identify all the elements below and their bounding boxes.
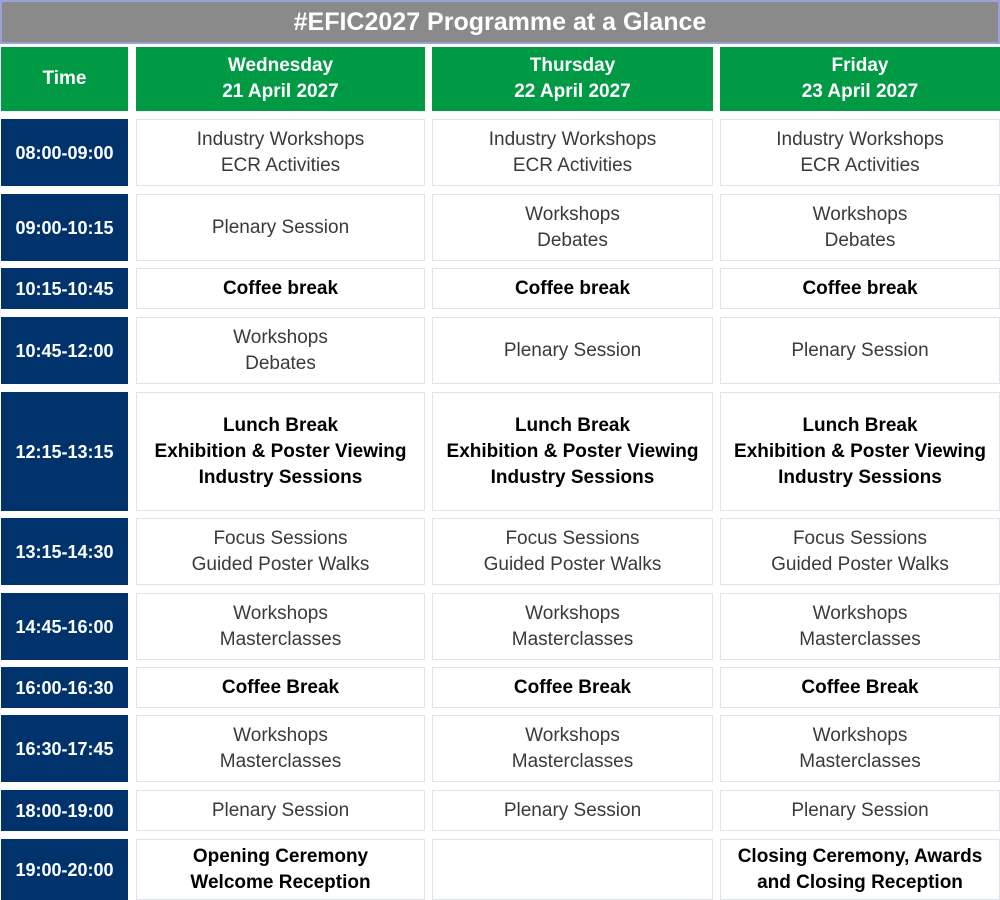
session-line: Masterclasses	[511, 628, 634, 650]
session-line: Exhibition & Poster Viewing	[734, 440, 986, 462]
session-line: Plenary Session	[791, 339, 929, 361]
session-line: Focus Sessions	[792, 527, 928, 549]
session-cell	[720, 317, 1000, 384]
session-line: Masterclasses	[799, 750, 921, 772]
session-cell	[720, 593, 1000, 660]
session-cell	[432, 839, 713, 900]
session-cell	[720, 790, 1000, 831]
session-line: Guided Poster Walks	[191, 553, 370, 575]
session-cell	[432, 194, 713, 261]
session-line: Masterclasses	[219, 750, 342, 772]
time-slot-label: 10:15-10:45	[15, 278, 114, 299]
session-line: Industry Sessions	[198, 466, 363, 488]
session-line: Coffee break	[222, 277, 339, 299]
session-line: Workshops	[525, 724, 620, 746]
header-time	[1, 47, 128, 111]
session-line: Coffee Break	[801, 676, 919, 698]
session-line: Focus Sessions	[213, 527, 348, 549]
session-line: Workshops	[525, 602, 620, 624]
session-line: Lunch Break	[802, 414, 918, 436]
session-cell	[136, 790, 425, 831]
session-line: Opening Ceremony	[192, 845, 369, 867]
session-line: Workshops	[233, 724, 328, 746]
header-day-friday	[720, 47, 1000, 111]
session-cell	[432, 593, 713, 660]
session-line: Workshops	[233, 326, 328, 348]
session-line: Guided Poster Walks	[771, 553, 949, 575]
time-slot	[1, 392, 128, 511]
session-line: Workshops	[233, 602, 328, 624]
session-line: Plenary Session	[211, 216, 350, 238]
time-slot-label: 14:45-16:00	[15, 616, 114, 637]
time-slot	[1, 593, 128, 660]
session-cell	[720, 667, 1000, 708]
session-line: Workshops	[525, 203, 620, 225]
session-cell	[136, 194, 425, 261]
session-cell	[136, 715, 425, 782]
time-slot-label: 16:30-17:45	[15, 738, 114, 759]
session-cell	[432, 317, 713, 384]
session-line: ECR Activities	[800, 154, 920, 176]
session-cell	[136, 317, 425, 384]
header-day-date: 22 April 2027	[514, 81, 631, 102]
session-cell	[720, 194, 1000, 261]
session-line: Masterclasses	[511, 750, 634, 772]
session-cell	[432, 268, 713, 309]
session-cell	[136, 839, 425, 900]
session-line: Industry Workshops	[196, 128, 365, 150]
session-line: Lunch Break	[222, 414, 339, 436]
session-line: Workshops	[812, 203, 908, 225]
time-slot-label: 19:00-20:00	[15, 859, 114, 880]
session-cell	[720, 119, 1000, 186]
session-line: Masterclasses	[219, 628, 342, 650]
session-line: Workshops	[812, 602, 908, 624]
time-slot-label: 08:00-09:00	[15, 142, 114, 163]
header-day-name: Friday	[831, 55, 889, 76]
session-cell	[432, 392, 713, 511]
time-slot	[1, 790, 128, 831]
session-cell	[136, 268, 425, 309]
session-line: ECR Activities	[220, 154, 341, 176]
session-cell	[720, 839, 1000, 900]
session-line: Industry Workshops	[776, 128, 944, 150]
session-line: Debates	[824, 229, 896, 251]
session-line: Exhibition & Poster Viewing	[154, 440, 407, 462]
time-slot-label: 10:45-12:00	[15, 340, 114, 361]
session-line: Coffee break	[802, 277, 918, 299]
header-day-thursday	[432, 47, 713, 111]
time-slot-label: 12:15-13:15	[15, 441, 114, 462]
session-line: Debates	[537, 229, 608, 251]
session-line: and Closing Reception	[757, 871, 963, 893]
session-cell	[136, 593, 425, 660]
session-cell	[432, 667, 713, 708]
session-cell	[432, 790, 713, 831]
time-slot	[1, 119, 128, 186]
time-slot	[1, 839, 128, 900]
time-slot	[1, 268, 128, 309]
session-cell	[720, 715, 1000, 782]
session-cell	[720, 518, 1000, 585]
session-line: Coffee break	[514, 277, 631, 299]
session-line: Exhibition & Poster Viewing	[446, 440, 699, 462]
session-cell	[136, 119, 425, 186]
session-line: Lunch Break	[514, 414, 631, 436]
session-line: Plenary Session	[503, 339, 642, 361]
time-slot-label: 09:00-10:15	[15, 217, 114, 238]
header-day-date: 21 April 2027	[222, 81, 339, 102]
session-line: Plenary Session	[503, 799, 642, 821]
session-cell	[720, 268, 1000, 309]
header-day-wednesday	[136, 47, 425, 111]
session-line: Industry Sessions	[778, 466, 942, 488]
session-line: Workshops	[812, 724, 908, 746]
session-line: Industry Sessions	[490, 466, 655, 488]
time-slot	[1, 194, 128, 261]
header-time-label: Time	[42, 68, 87, 89]
header-day-name: Thursday	[529, 55, 616, 76]
time-slot-label: 16:00-16:30	[15, 677, 114, 698]
session-cell	[432, 518, 713, 585]
time-slot-label: 13:15-14:30	[15, 541, 114, 562]
time-slot	[1, 317, 128, 384]
session-line: Coffee Break	[513, 676, 632, 698]
time-slot	[1, 518, 128, 585]
session-cell	[432, 715, 713, 782]
session-cell	[136, 392, 425, 511]
session-cell	[720, 392, 1000, 511]
session-line: Plenary Session	[791, 799, 929, 821]
session-line: Focus Sessions	[505, 527, 640, 549]
session-cell	[432, 119, 713, 186]
page-title: #EFIC2027 Programme at a Glance	[0, 0, 1000, 44]
session-line: Industry Workshops	[488, 128, 657, 150]
session-line: Debates	[245, 352, 316, 374]
session-line: Closing Ceremony, Awards	[737, 845, 983, 867]
time-slot-label: 18:00-19:00	[15, 800, 114, 821]
session-line: Plenary Session	[211, 799, 350, 821]
session-line: Welcome Reception	[190, 871, 371, 893]
session-line: Coffee Break	[221, 676, 340, 698]
time-slot	[1, 667, 128, 708]
session-line: Masterclasses	[799, 628, 921, 650]
session-cell	[136, 667, 425, 708]
time-slot	[1, 715, 128, 782]
session-line: ECR Activities	[512, 154, 633, 176]
header-day-name: Wednesday	[227, 55, 334, 76]
session-line: Guided Poster Walks	[483, 553, 662, 575]
session-cell	[136, 518, 425, 585]
header-day-date: 23 April 2027	[801, 81, 919, 102]
